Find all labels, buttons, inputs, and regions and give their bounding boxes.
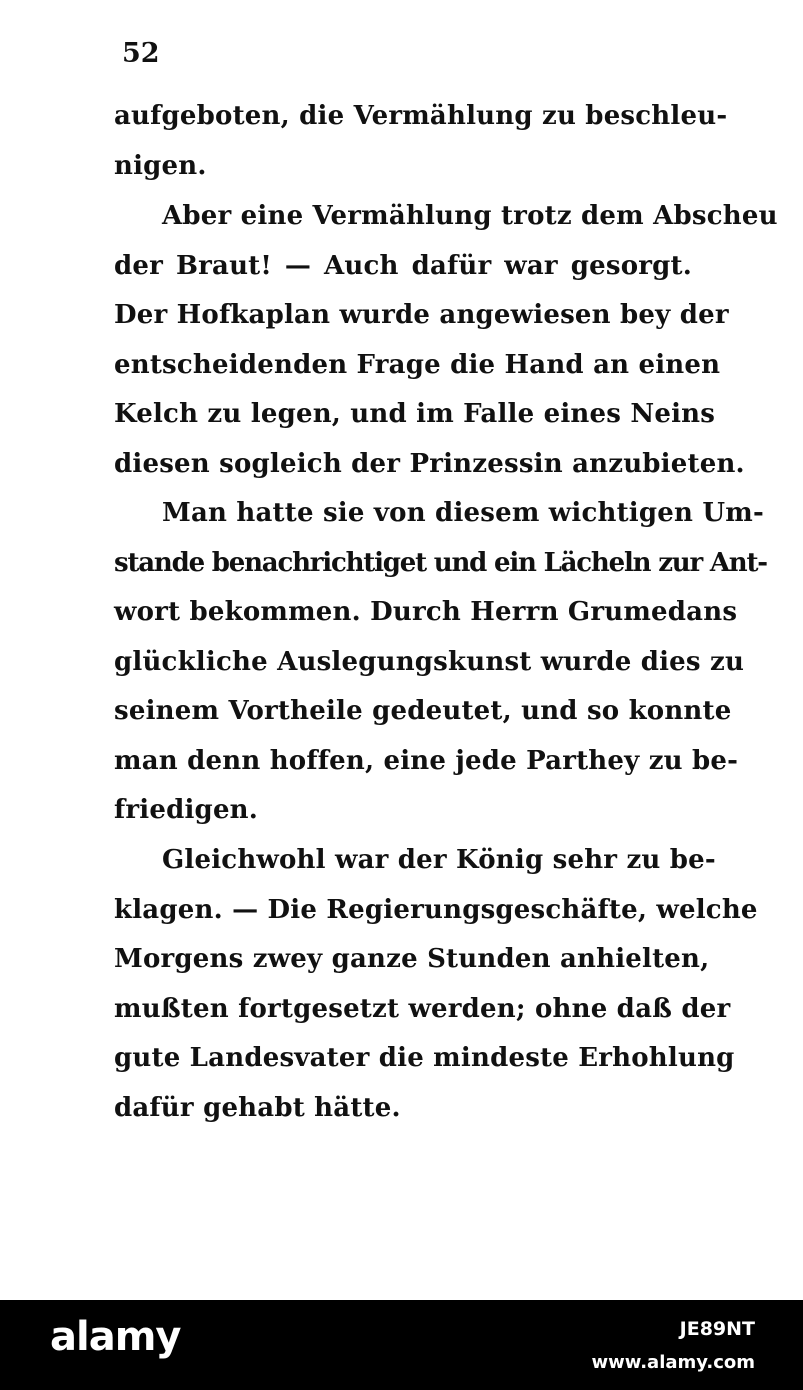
- text-line: gute Landesvater die mindeste Erhohlung: [114, 1043, 735, 1073]
- text-line: seinem Vortheile gedeutet, und so konnte: [114, 696, 732, 726]
- text-line: Der Hofkaplan wurde angewiesen bey der: [114, 300, 729, 330]
- text-line: man denn hoffen, eine jede Parthey zu be-: [114, 745, 739, 776]
- watermark-footer: [0, 1300, 803, 1390]
- text-line: entscheidenden Frage die Hand an einen: [114, 349, 721, 380]
- text-line: der Braut! — Auch dafür war gesorgt.: [114, 250, 692, 281]
- text-line: Kelch zu legen, und im Falle eines Neins: [114, 399, 716, 429]
- text-line: Aber eine Vermählung trotz dem Abscheu: [162, 201, 778, 231]
- image-id: JE89NT: [679, 1318, 755, 1340]
- text-line: nigen.: [114, 150, 207, 181]
- text-line: mußten fortgesetzt werden; ohne daß der: [114, 993, 731, 1024]
- text-line: diesen sogleich der Prinzessin anzubieten.: [114, 448, 745, 479]
- page-number: 52: [122, 38, 160, 69]
- paragraph-4: [114, 836, 758, 1133]
- alamy-logo: alamy: [50, 1314, 181, 1360]
- text-line: klagen. — Die Regierungsgeschäfte, welche: [114, 894, 758, 925]
- site-url: www.alamy.com: [591, 1352, 755, 1373]
- text-line: friedigen.: [114, 795, 259, 825]
- text-line: glückliche Auslegungskunst wurde dies zu: [114, 646, 745, 677]
- text-line: Morgens zwey ganze Stunden anhielten,: [114, 944, 710, 974]
- text-line: Gleichwohl war der König sehr zu be-: [162, 845, 716, 875]
- text-line: dafür gehabt hätte.: [114, 1092, 401, 1123]
- text-line: Man hatte sie von diesem wichtigen Um-: [162, 498, 764, 528]
- text-line: wort bekommen. Durch Herrn Grumedans: [114, 597, 738, 627]
- paragraph-1: [114, 92, 728, 191]
- text-line: aufgeboten, die Vermählung zu beschleu-: [114, 101, 728, 131]
- paragraph-2: [114, 192, 778, 489]
- paragraph-3: [114, 489, 767, 836]
- text-line: stande benachrichtiget und ein Lächeln zur Ant-: [114, 547, 767, 578]
